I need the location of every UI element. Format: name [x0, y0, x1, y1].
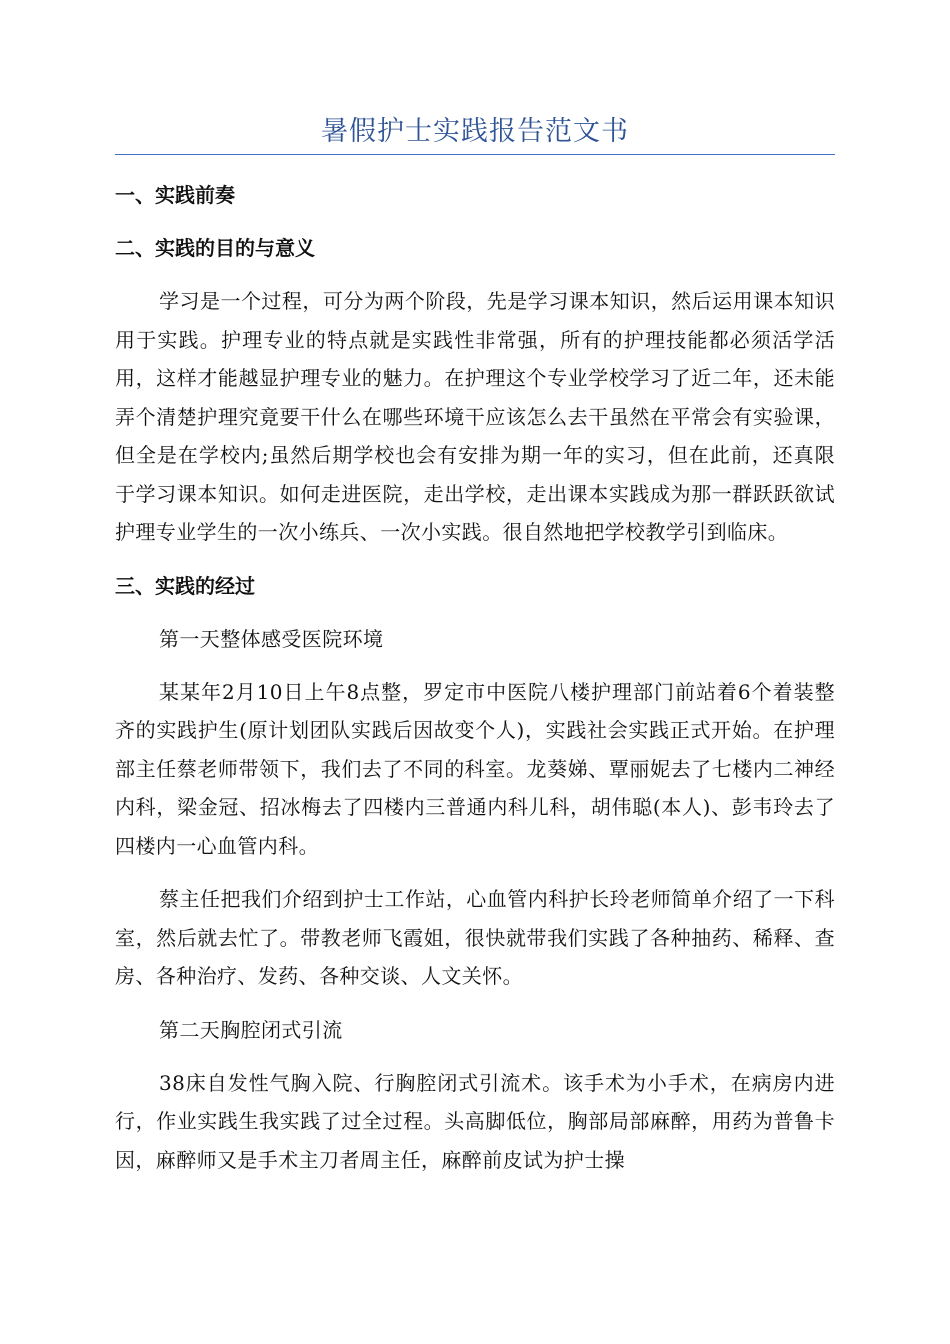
document-title: 暑假护士实践报告范文书 — [321, 116, 629, 147]
section-heading-process: 三、实践的经过 — [115, 573, 255, 598]
paragraph-day2-drainage: 38床自发性气胸入院、行胸腔闭式引流术。该手术为小手术，在病房内进行，作业实践生我实践了过全过程。头高脚低位，胸部局部麻醉，用药为普鲁卡因，麻醉师又是手术主刀者周主任，麻醉前皮试为护士操 — [115, 1070, 835, 1172]
paragraph-purpose: 学习是一个过程，可分为两个阶段，先是学习课本知识，然后运用课本知识用于实践。护理专业的特点就是实践性非常强，所有的护理技能都必须活学活用，这样才能越显护理专业的魅力。在护理这个专业学校学习了近二年，还未能弄个清楚护理究竟要干什么在哪些环境干应该怎么去干虽然在平常会有实验课，但全是在学校内;虽然后期学校也会有安排为期一年的实习，但在此前，还真限于学习课本知识。如何走进医院，走出学校，走出课本实践成为那一群跃跃欲试护理专业学生的一次小练兵、一次小实践。很自然地把学校教学引到临床。 — [115, 289, 835, 544]
title-underline — [115, 154, 835, 155]
paragraph-day1-arrival: 某某年2月10日上午8点整，罗定市中医院八楼护理部门前站着6个着装整齐的实践护生(原计划团队实践后因故变个人)，实践社会实践正式开始。在护理部主任蔡老师带领下，我们去了不同的科室。龙葵娣、覃丽妮去了七楼内二神经内科，梁金冠、招冰梅去了四楼内三普通内科儿科，胡伟聪(本人)、彭韦玲去了四楼内一心血管内科。 — [115, 679, 835, 858]
paragraph-day1-ward: 蔡主任把我们介绍到护士工作站，心血管内科护长玲老师简单介绍了一下科室，然后就去忙了。带教老师飞霞姐，很快就带我们实践了各种抽药、稀释、查房、各种治疗、发药、各种交谈、人文关怀。 — [115, 887, 835, 988]
document-body — [115, 176, 835, 1194]
day1-subtitle: 第一天整体感受医院环境 — [159, 626, 384, 651]
section-heading-prelude: 一、实践前奏 — [115, 183, 235, 207]
section-heading-purpose: 二、实践的目的与意义 — [115, 236, 315, 260]
day2-subtitle: 第二天胸腔闭式引流 — [159, 1017, 343, 1042]
